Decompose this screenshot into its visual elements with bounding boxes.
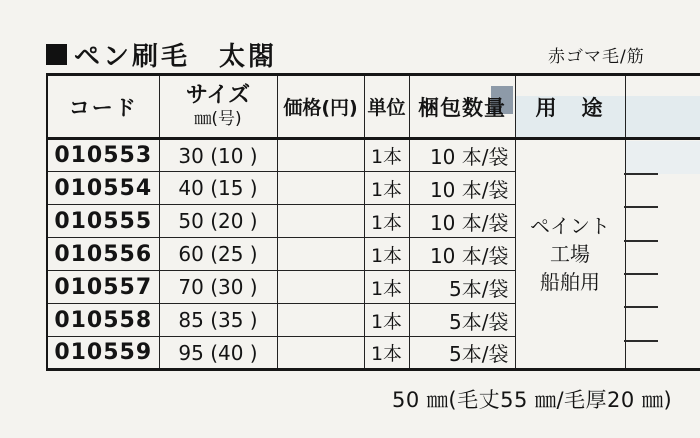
cell-unit: 1本 xyxy=(364,139,409,172)
cell-code: 010556 xyxy=(47,238,159,271)
cell-price xyxy=(277,304,364,337)
cell-pack: 10 本/袋 xyxy=(409,139,515,172)
col-header-blank-cut xyxy=(625,75,700,139)
cell-size: 60 (25 ) xyxy=(159,238,277,271)
cell-size: 40 (15 ) xyxy=(159,172,277,205)
size-footnote: 50 ㎜(毛丈55 ㎜/毛厚20 ㎜) xyxy=(392,388,673,412)
table-row-separator-cut xyxy=(624,340,658,342)
cell-code: 010555 xyxy=(47,205,159,238)
table-row-separator-cut xyxy=(624,206,658,208)
table-row-separator-cut xyxy=(624,173,658,175)
cell-pack: 10 本/袋 xyxy=(409,205,515,238)
cell-unit: 1本 xyxy=(364,304,409,337)
cell-price xyxy=(277,172,364,205)
col-header-use: 用 途 xyxy=(515,75,625,139)
cell-code: 010557 xyxy=(47,271,159,304)
cell-size: 95 (40 ) xyxy=(159,337,277,370)
header-row xyxy=(47,75,700,139)
cell-price xyxy=(277,205,364,238)
cell-unit: 1本 xyxy=(364,205,409,238)
cell-unit: 1本 xyxy=(364,238,409,271)
black-square-icon xyxy=(46,44,67,65)
cell-code: 010553 xyxy=(47,139,159,172)
col-header-price: 価格(円) xyxy=(277,75,364,139)
col-header-pack: 梱包数量 xyxy=(409,75,515,139)
table-row-separator-cut xyxy=(624,273,658,275)
table-row-separator-cut xyxy=(624,306,658,308)
col-header-code: コード xyxy=(47,75,159,139)
cell-size: 85 (35 ) xyxy=(159,304,277,337)
col-header-size xyxy=(159,75,277,139)
cell-code: 010559 xyxy=(47,337,159,370)
cell-use-merged: ペイント 工場 船舶用 xyxy=(515,139,625,370)
col-header-unit: 単位 xyxy=(364,75,409,139)
cell-pack: 10 本/袋 xyxy=(409,172,515,205)
cell-pack: 5本/袋 xyxy=(409,304,515,337)
cell-price xyxy=(277,271,364,304)
cell-code: 010554 xyxy=(47,172,159,205)
cell-size: 70 (30 ) xyxy=(159,271,277,304)
cell-unit: 1本 xyxy=(364,337,409,370)
cell-unit: 1本 xyxy=(364,172,409,205)
cell-pack: 5本/袋 xyxy=(409,337,515,370)
col-header-size-unit: ㎜(号) xyxy=(194,109,242,129)
cell-price xyxy=(277,238,364,271)
cell-price xyxy=(277,337,364,370)
cell-pack: 5本/袋 xyxy=(409,271,515,304)
col-header-size-label: サイズ xyxy=(185,83,251,108)
product-table xyxy=(46,73,700,371)
cell-unit: 1本 xyxy=(364,271,409,304)
table-body xyxy=(47,139,700,370)
cell-pack: 10 本/袋 xyxy=(409,238,515,271)
table-row-separator-cut xyxy=(624,240,658,242)
cell-code: 010558 xyxy=(47,304,159,337)
page-title: ペン刷毛 太閤 xyxy=(74,42,278,72)
material-note: 赤ゴマ毛/筋 xyxy=(548,47,645,67)
cell-size: 30 (10 ) xyxy=(159,139,277,172)
cell-size: 50 (20 ) xyxy=(159,205,277,238)
page-title-block xyxy=(46,36,277,73)
cell-price xyxy=(277,139,364,172)
table-row xyxy=(47,139,700,172)
